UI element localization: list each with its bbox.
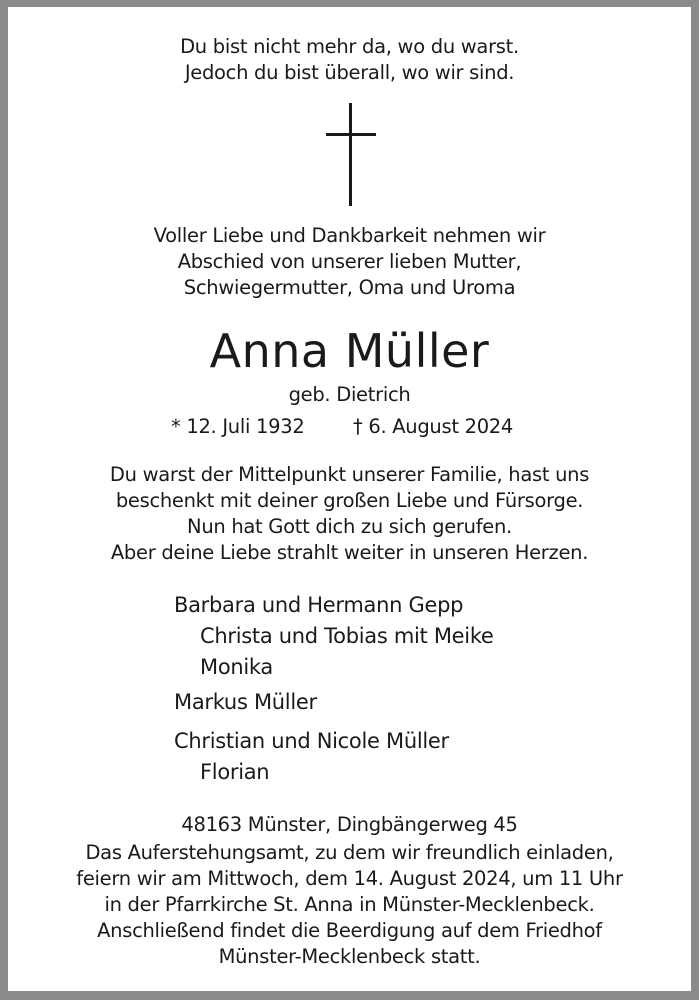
message-line: Nun hat Gott dich zu sich gerufen. (187, 515, 512, 538)
quote-line: Jedoch du bist überall, wo wir sind. (184, 61, 515, 84)
family-main: Christian und Nicole Müller (174, 729, 449, 753)
family-group (174, 726, 449, 788)
address: 48163 Münster, Dingbängerweg 45 (181, 813, 518, 836)
family-sub: Monika (200, 655, 273, 679)
family-group (174, 590, 494, 683)
death-date: † 6. August 2024 (353, 415, 514, 438)
service-line: feiern wir am Mittwoch, dem 14. August 2024, um 11 Uhr (76, 867, 623, 890)
intro-line: Schwiegermutter, Oma und Uroma (183, 276, 516, 299)
opening-quote (8, 34, 691, 86)
obituary-card (8, 7, 691, 991)
memorial-message (8, 462, 691, 566)
deceased-name: Anna Müller (209, 324, 490, 378)
message-line: Du warst der Mittelpunkt unserer Familie, hast uns (109, 463, 590, 486)
cross-icon (326, 103, 376, 206)
family-sub: Christa und Tobias mit Meike (200, 624, 494, 648)
intro-text (8, 223, 691, 301)
family-group (174, 687, 317, 718)
birth-date: * 12. Juli 1932 (171, 415, 305, 438)
intro-line: Voller Liebe und Dankbarkeit nehmen wir (153, 224, 546, 247)
family-sub: Florian (200, 760, 270, 784)
quote-line: Du bist nicht mehr da, wo du warst. (180, 35, 519, 58)
service-line: Münster-Mecklenbeck statt. (218, 945, 481, 968)
service-info (8, 840, 691, 970)
intro-line: Abschied von unserer lieben Mutter, (177, 250, 522, 273)
family-main: Markus Müller (174, 690, 317, 714)
message-line: Aber deine Liebe strahlt weiter in unseren Herzen. (110, 541, 589, 564)
message-line: beschenkt mit deiner großen Liebe und Fürsorge. (115, 489, 584, 512)
service-line: Das Auferstehungsamt, zu dem wir freundlich einladen, (85, 841, 614, 864)
family-main: Barbara und Hermann Gepp (174, 593, 464, 617)
maiden-name: geb. Dietrich (288, 383, 411, 406)
service-line: in der Pfarrkirche St. Anna in Münster-Mecklenbeck. (104, 893, 595, 916)
service-line: Anschließend findet die Beerdigung auf dem Friedhof (97, 919, 602, 942)
